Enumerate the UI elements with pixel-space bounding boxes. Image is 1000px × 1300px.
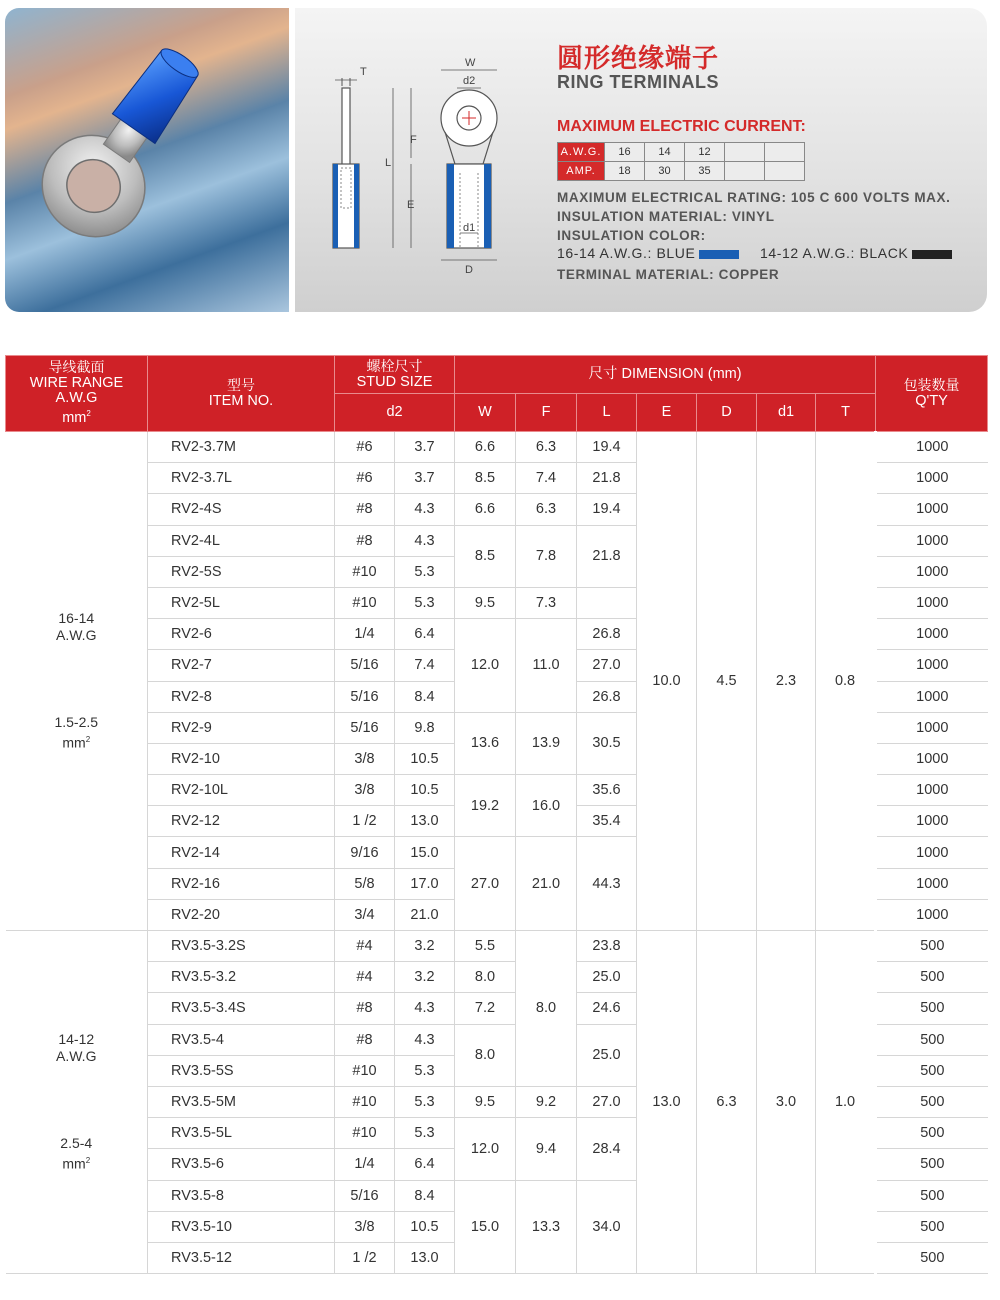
header-wire-range-mm: $mm^2$ bbox=[62, 409, 91, 426]
l-cell: 34.0 bbox=[577, 1180, 637, 1274]
f-cell: 8.0 bbox=[516, 931, 577, 1087]
e-cell: 13.0 bbox=[637, 931, 697, 1274]
d2-cell: 10.5 bbox=[395, 775, 455, 806]
header-wire-range-cn: 导线截面 bbox=[48, 360, 105, 377]
w-cell: 8.5 bbox=[455, 525, 516, 587]
l-cell: 21.8 bbox=[577, 525, 637, 587]
qty-cell: 1000 bbox=[876, 494, 988, 525]
header-t: T bbox=[816, 394, 876, 432]
header-wire-range bbox=[6, 356, 148, 432]
qty-cell: 1000 bbox=[876, 899, 988, 930]
ring-terminal-photo bbox=[5, 8, 289, 312]
stud-size-cell: #8 bbox=[335, 1024, 395, 1055]
w-cell: 15.0 bbox=[455, 1180, 516, 1274]
awg-cell bbox=[765, 143, 805, 162]
header-f: F bbox=[516, 394, 577, 432]
l-cell: 30.5 bbox=[577, 712, 637, 774]
f-cell: 13.3 bbox=[516, 1180, 577, 1274]
stud-size-cell: 5/8 bbox=[335, 868, 395, 899]
stud-size-cell: #4 bbox=[335, 931, 395, 962]
l-cell: 27.0 bbox=[577, 650, 637, 681]
d2-cell: 5.3 bbox=[395, 1086, 455, 1117]
d2-cell: 3.7 bbox=[395, 432, 455, 463]
d2-cell: 6.4 bbox=[395, 619, 455, 650]
qty-cell: 500 bbox=[876, 1024, 988, 1055]
qty-cell: 1000 bbox=[876, 432, 988, 463]
item-no-cell: RV3.5-5L bbox=[148, 1118, 335, 1149]
dim-label-d: D bbox=[465, 264, 473, 276]
f-cell: 9.2 bbox=[516, 1086, 577, 1117]
header-item-no bbox=[148, 356, 335, 432]
d2-cell: 4.3 bbox=[395, 494, 455, 525]
header-stud-size bbox=[335, 356, 455, 394]
w-cell: 8.0 bbox=[455, 1024, 516, 1086]
wire-range-mm-unit: $mm^2$ bbox=[62, 1155, 91, 1172]
l-cell: 19.4 bbox=[577, 432, 637, 463]
qty-cell: 1000 bbox=[876, 743, 988, 774]
header-e: E bbox=[637, 394, 697, 432]
header-qty-cn: 包装数量 bbox=[903, 377, 960, 394]
dim-label-w: W bbox=[465, 57, 476, 69]
amp-cell bbox=[725, 162, 765, 181]
w-cell: 5.5 bbox=[455, 931, 516, 962]
d2-cell: 5.3 bbox=[395, 556, 455, 587]
amp-label: AMP. bbox=[558, 162, 605, 181]
black-label: 14-12 A.W.G.: BLACK bbox=[760, 245, 909, 261]
stud-size-cell: 5/16 bbox=[335, 650, 395, 681]
qty-cell: 1000 bbox=[876, 712, 988, 743]
item-no-cell: RV2-7 bbox=[148, 650, 335, 681]
d2-cell: 3.7 bbox=[395, 463, 455, 494]
wire-range-mm: 2.5-4 bbox=[60, 1135, 93, 1152]
item-no-cell: RV2-14 bbox=[148, 837, 335, 868]
insulation-color-blue bbox=[557, 245, 739, 261]
d2-cell: 3.2 bbox=[395, 931, 455, 962]
qty-cell: 1000 bbox=[876, 587, 988, 618]
item-no-cell: RV3.5-4 bbox=[148, 1024, 335, 1055]
w-cell: 9.5 bbox=[455, 1086, 516, 1117]
item-no-cell: RV2-8 bbox=[148, 681, 335, 712]
d2-cell: 4.3 bbox=[395, 1024, 455, 1055]
awg-row bbox=[558, 143, 805, 162]
qty-cell: 1000 bbox=[876, 650, 988, 681]
stud-size-cell: #8 bbox=[335, 494, 395, 525]
w-cell: 9.5 bbox=[455, 587, 516, 618]
l-cell: 35.4 bbox=[577, 806, 637, 837]
f-cell: 6.3 bbox=[516, 432, 577, 463]
qty-cell: 500 bbox=[876, 1211, 988, 1242]
item-no-cell: RV3.5-12 bbox=[148, 1242, 335, 1273]
stud-size-cell: 1 /2 bbox=[335, 806, 395, 837]
terminal-dimension-drawing bbox=[315, 48, 545, 278]
stud-size-cell: #10 bbox=[335, 1055, 395, 1086]
d2-cell: 21.0 bbox=[395, 899, 455, 930]
awg-cell: 16 bbox=[605, 143, 645, 162]
f-cell: 6.3 bbox=[516, 494, 577, 525]
qty-cell: 1000 bbox=[876, 868, 988, 899]
header-l: L bbox=[577, 394, 637, 432]
w-cell: 8.5 bbox=[455, 463, 516, 494]
qty-cell: 500 bbox=[876, 1118, 988, 1149]
d2-cell: 4.3 bbox=[395, 525, 455, 556]
insulation-color-line: INSULATION COLOR: bbox=[557, 228, 706, 243]
stud-size-cell: 3/8 bbox=[335, 1211, 395, 1242]
awg-label: A.W.G. bbox=[558, 143, 605, 162]
header-qty-en: Q'TY bbox=[915, 392, 948, 409]
item-no-cell: RV3.5-5M bbox=[148, 1086, 335, 1117]
qty-cell: 500 bbox=[876, 1180, 988, 1211]
l-cell: 25.0 bbox=[577, 962, 637, 993]
table-row bbox=[6, 931, 988, 962]
l-cell: 25.0 bbox=[577, 1024, 637, 1086]
d2-cell: 15.0 bbox=[395, 837, 455, 868]
insulation-color-black bbox=[760, 245, 952, 261]
stud-size-cell: 1/4 bbox=[335, 619, 395, 650]
stud-size-cell: #10 bbox=[335, 556, 395, 587]
insulation-material-line: INSULATION MATERIAL: VINYL bbox=[557, 209, 775, 224]
f-cell: 21.0 bbox=[516, 837, 577, 931]
item-no-cell: RV3.5-3.4S bbox=[148, 993, 335, 1024]
blue-swatch bbox=[699, 250, 739, 259]
w-cell: 6.6 bbox=[455, 494, 516, 525]
stud-size-cell: 3/8 bbox=[335, 775, 395, 806]
stud-size-cell: #10 bbox=[335, 587, 395, 618]
item-no-cell: RV2-3.7M bbox=[148, 432, 335, 463]
w-cell: 8.0 bbox=[455, 962, 516, 993]
item-no-cell: RV3.5-5S bbox=[148, 1055, 335, 1086]
w-cell: 12.0 bbox=[455, 1118, 516, 1180]
amp-cell: 18 bbox=[605, 162, 645, 181]
stud-size-cell: 9/16 bbox=[335, 837, 395, 868]
amp-cell: 30 bbox=[645, 162, 685, 181]
item-no-cell: RV3.5-8 bbox=[148, 1180, 335, 1211]
qty-cell: 500 bbox=[876, 993, 988, 1024]
f-cell: 7.4 bbox=[516, 463, 577, 494]
amp-cell: 35 bbox=[685, 162, 725, 181]
l-cell: 27.0 bbox=[577, 1086, 637, 1117]
d2-cell: 3.2 bbox=[395, 962, 455, 993]
f-cell: 9.4 bbox=[516, 1118, 577, 1180]
stud-size-cell: 1 /2 bbox=[335, 1242, 395, 1273]
stud-size-cell: #6 bbox=[335, 432, 395, 463]
black-swatch bbox=[912, 250, 952, 259]
wire-range-mm: 1.5-2.5 bbox=[54, 714, 99, 731]
d2-cell: 10.5 bbox=[395, 1211, 455, 1242]
spec-table-body bbox=[6, 432, 988, 1274]
amp-cell bbox=[765, 162, 805, 181]
item-no-cell: RV2-6 bbox=[148, 619, 335, 650]
l-cell: 28.4 bbox=[577, 1118, 637, 1180]
rating-line: MAXIMUM ELECTRICAL RATING: 105 C 600 VOLTS MAX. bbox=[557, 190, 951, 205]
product-photo bbox=[5, 8, 289, 312]
stud-size-cell: #8 bbox=[335, 993, 395, 1024]
dim-label-d1: d1 bbox=[463, 222, 476, 234]
qty-cell: 1000 bbox=[876, 619, 988, 650]
header-stud-cn: 螺栓尺寸 bbox=[366, 358, 423, 375]
awg-cell: 14 bbox=[645, 143, 685, 162]
qty-cell: 1000 bbox=[876, 525, 988, 556]
d2-cell: 13.0 bbox=[395, 1242, 455, 1273]
wire-range-awg-unit: A.W.G bbox=[56, 1048, 97, 1065]
l-cell: 21.8 bbox=[577, 463, 637, 494]
d2-cell: 8.4 bbox=[395, 681, 455, 712]
wire-range-awg: 14-12 bbox=[58, 1031, 95, 1048]
d2-cell: 7.4 bbox=[395, 650, 455, 681]
dim-label-l: L bbox=[385, 157, 392, 169]
stud-size-cell: #4 bbox=[335, 962, 395, 993]
qty-cell: 500 bbox=[876, 1242, 988, 1273]
d2-cell: 5.3 bbox=[395, 1118, 455, 1149]
stud-size-cell: 3/8 bbox=[335, 743, 395, 774]
d2-cell: 5.3 bbox=[395, 1055, 455, 1086]
title-chinese: 圆形绝缘端子 bbox=[557, 44, 720, 74]
stud-size-cell: 5/16 bbox=[335, 1180, 395, 1211]
max-current-heading: MAXIMUM ELECTRIC CURRENT: bbox=[557, 118, 806, 135]
w-cell: 7.2 bbox=[455, 993, 516, 1024]
qty-cell: 500 bbox=[876, 931, 988, 962]
l-cell: 35.6 bbox=[577, 775, 637, 806]
qty-cell: 500 bbox=[876, 962, 988, 993]
terminal-material-line: TERMINAL MATERIAL: COPPER bbox=[557, 267, 780, 282]
f-cell: 11.0 bbox=[516, 619, 577, 713]
stud-size-cell: #10 bbox=[335, 1118, 395, 1149]
ring-terminal-spec-table bbox=[5, 355, 988, 1274]
wire-range-cell bbox=[6, 432, 148, 931]
d2-cell: 4.3 bbox=[395, 993, 455, 1024]
l-cell bbox=[577, 587, 637, 618]
wire-range-cell bbox=[6, 931, 148, 1274]
l-cell: 44.3 bbox=[577, 837, 637, 931]
qty-cell: 1000 bbox=[876, 806, 988, 837]
qty-cell: 500 bbox=[876, 1149, 988, 1180]
t-cell: 0.8 bbox=[816, 432, 876, 931]
dim-label-t: T bbox=[360, 66, 367, 78]
l-cell: 23.8 bbox=[577, 931, 637, 962]
wire-range-awg: 16-14 bbox=[58, 610, 95, 627]
stud-size-cell: #10 bbox=[335, 1086, 395, 1117]
item-no-cell: RV2-9 bbox=[148, 712, 335, 743]
awg-cell: 12 bbox=[685, 143, 725, 162]
title-english: RING TERMINALS bbox=[557, 72, 719, 92]
qty-cell: 1000 bbox=[876, 556, 988, 587]
stud-size-cell: 5/16 bbox=[335, 681, 395, 712]
wire-range-awg-unit: A.W.G bbox=[56, 627, 97, 644]
header-d: D bbox=[697, 394, 757, 432]
qty-cell: 500 bbox=[876, 1055, 988, 1086]
d2-cell: 5.3 bbox=[395, 587, 455, 618]
item-no-cell: RV2-5L bbox=[148, 587, 335, 618]
d2-cell: 9.8 bbox=[395, 712, 455, 743]
dim-label-e: E bbox=[407, 199, 415, 211]
header-item-en: ITEM NO. bbox=[208, 392, 274, 409]
e-cell: 10.0 bbox=[637, 432, 697, 931]
w-cell: 12.0 bbox=[455, 619, 516, 713]
f-cell: 7.8 bbox=[516, 525, 577, 587]
max-current-table bbox=[557, 142, 805, 181]
item-no-cell: RV2-3.7L bbox=[148, 463, 335, 494]
f-cell: 7.3 bbox=[516, 587, 577, 618]
header-w: W bbox=[455, 394, 516, 432]
f-cell: 13.9 bbox=[516, 712, 577, 774]
stud-size-cell: 1/4 bbox=[335, 1149, 395, 1180]
item-no-cell: RV2-20 bbox=[148, 899, 335, 930]
item-no-cell: RV2-4L bbox=[148, 525, 335, 556]
item-no-cell: RV2-16 bbox=[148, 868, 335, 899]
stud-size-cell: #6 bbox=[335, 463, 395, 494]
l-cell: 26.8 bbox=[577, 681, 637, 712]
qty-cell: 1000 bbox=[876, 775, 988, 806]
item-no-cell: RV2-12 bbox=[148, 806, 335, 837]
f-cell: 16.0 bbox=[516, 775, 577, 837]
w-cell: 6.6 bbox=[455, 432, 516, 463]
w-cell: 27.0 bbox=[455, 837, 516, 931]
item-no-cell: RV2-5S bbox=[148, 556, 335, 587]
header-d1: d1 bbox=[757, 394, 816, 432]
d2-cell: 13.0 bbox=[395, 806, 455, 837]
t-cell: 1.0 bbox=[816, 931, 876, 1274]
header-qty bbox=[876, 356, 988, 432]
d-cell: 6.3 bbox=[697, 931, 757, 1274]
item-no-cell: RV3.5-3.2S bbox=[148, 931, 335, 962]
stud-size-cell: #8 bbox=[335, 525, 395, 556]
header-dimension: 尺寸 DIMENSION (mm) bbox=[455, 356, 876, 394]
l-cell: 19.4 bbox=[577, 494, 637, 525]
header-stud-en: STUD SIZE bbox=[356, 373, 433, 390]
d2-cell: 10.5 bbox=[395, 743, 455, 774]
amp-row bbox=[558, 162, 805, 181]
d2-cell: 8.4 bbox=[395, 1180, 455, 1211]
item-no-cell: RV2-10 bbox=[148, 743, 335, 774]
d1-cell: 2.3 bbox=[757, 432, 816, 931]
dim-label-d2: d2 bbox=[463, 75, 476, 87]
header-d2: d2 bbox=[335, 394, 455, 432]
w-cell: 13.6 bbox=[455, 712, 516, 774]
qty-cell: 1000 bbox=[876, 837, 988, 868]
stud-size-cell: 5/16 bbox=[335, 712, 395, 743]
dim-label-f: F bbox=[410, 134, 417, 146]
item-no-cell: RV2-10L bbox=[148, 775, 335, 806]
qty-cell: 1000 bbox=[876, 463, 988, 494]
stud-size-cell: 3/4 bbox=[335, 899, 395, 930]
item-no-cell: RV3.5-10 bbox=[148, 1211, 335, 1242]
header-wire-range-en: WIRE RANGE bbox=[29, 375, 124, 392]
d2-cell: 6.4 bbox=[395, 1149, 455, 1180]
l-cell: 24.6 bbox=[577, 993, 637, 1024]
blue-label: 16-14 A.W.G.: BLUE bbox=[557, 245, 696, 261]
qty-cell: 1000 bbox=[876, 681, 988, 712]
qty-cell: 500 bbox=[876, 1086, 988, 1117]
d2-cell: 17.0 bbox=[395, 868, 455, 899]
d1-cell: 3.0 bbox=[757, 931, 816, 1274]
item-no-cell: RV3.5-6 bbox=[148, 1149, 335, 1180]
item-no-cell: RV2-4S bbox=[148, 494, 335, 525]
awg-cell bbox=[725, 143, 765, 162]
header-item-cn: 型号 bbox=[227, 377, 255, 394]
wire-range-mm-unit: $mm^2$ bbox=[62, 734, 91, 751]
table-row bbox=[6, 432, 988, 463]
item-no-cell: RV3.5-3.2 bbox=[148, 962, 335, 993]
d-cell: 4.5 bbox=[697, 432, 757, 931]
l-cell: 26.8 bbox=[577, 619, 637, 650]
header-wire-range-awg: A.W.G bbox=[55, 390, 98, 407]
spec-panel bbox=[295, 8, 987, 312]
w-cell: 19.2 bbox=[455, 775, 516, 837]
